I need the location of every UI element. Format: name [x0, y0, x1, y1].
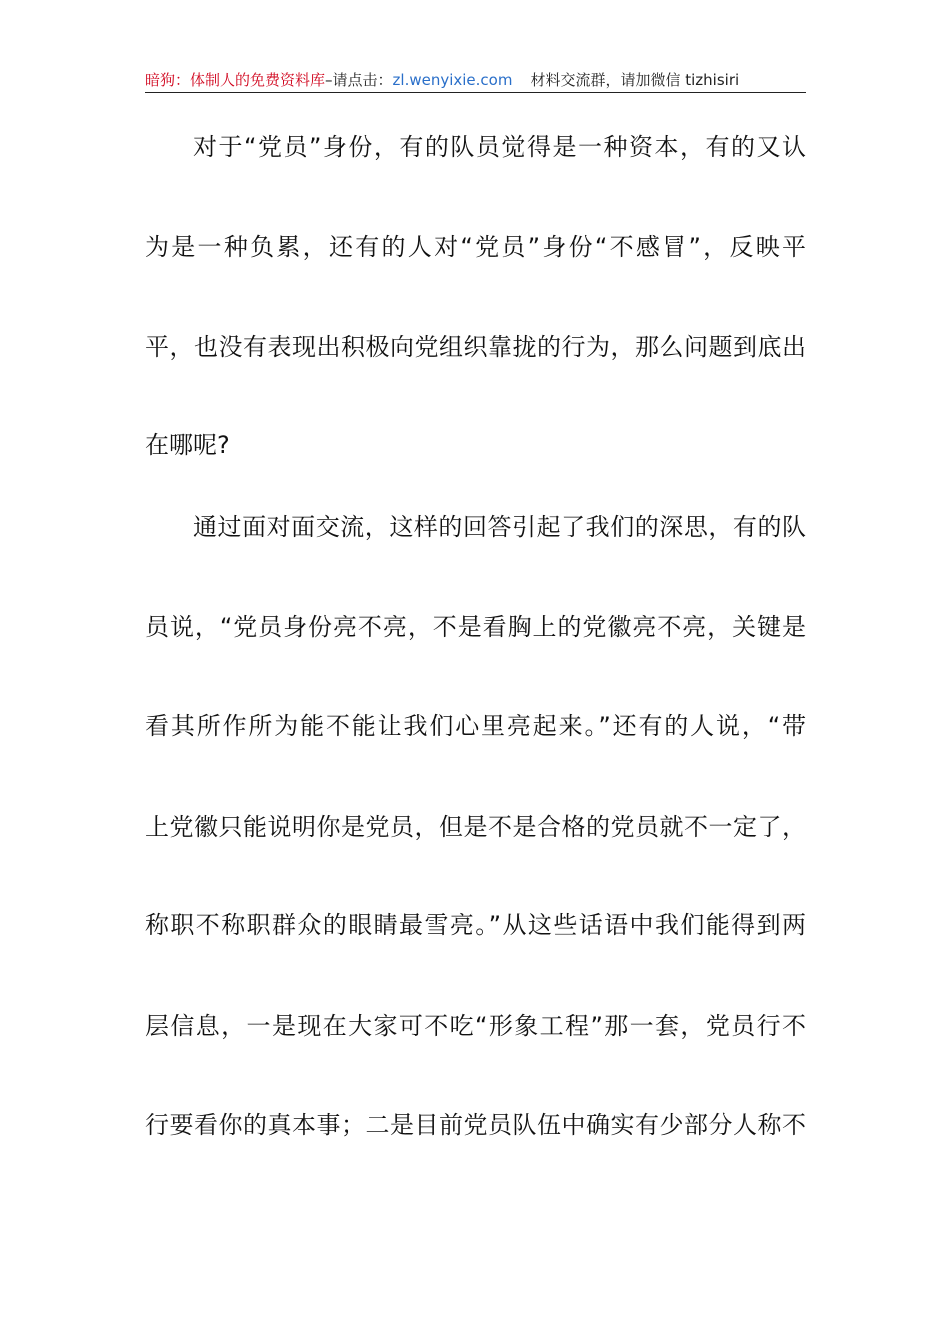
paragraph-line: 层信息，一是现在大家可不吃“形象工程”那一套，党员行不: [145, 1012, 806, 1040]
header-link[interactable]: zl.wenyixie.com: [392, 71, 513, 89]
page-header: [145, 70, 806, 93]
header-brand: 暗狗：体制人的免费资料库: [145, 71, 326, 89]
paragraph-line: 称职不称职群众的眼睛最雪亮。”从这些话语中我们能得到两: [145, 911, 806, 939]
paragraph-line: 上党徽只能说明你是党员，但是不是合格的党员就不一定了，: [145, 813, 806, 841]
paragraph-line: 为是一种负累，还有的人对“党员”身份“不感冒”，反映平: [145, 233, 806, 261]
paragraph-line: 对于“党员”身份，有的队员觉得是一种资本，有的又认: [193, 133, 806, 161]
paragraph-line: 行要看你的真本事；二是目前党员队伍中确实有少部分人称不: [145, 1111, 806, 1139]
paragraph-line: 看其所作所为能不能让我们心里亮起来。”还有的人说，“带: [145, 712, 806, 740]
paragraph-line: 员说，“党员身份亮不亮，不是看胸上的党徽亮不亮，关键是: [145, 613, 806, 641]
paragraph-line: 在哪呢?: [145, 431, 230, 459]
paragraph-line: 平，也没有表现出积极向党组织靠拢的行为，那么问题到底出: [145, 333, 806, 361]
header-prefix: –请点击：: [325, 71, 393, 89]
header-contact: 材料交流群，请加微信 tizhisiri: [530, 71, 740, 89]
paragraph-line: 通过面对面交流，这样的回答引起了我们的深思，有的队: [193, 513, 806, 541]
